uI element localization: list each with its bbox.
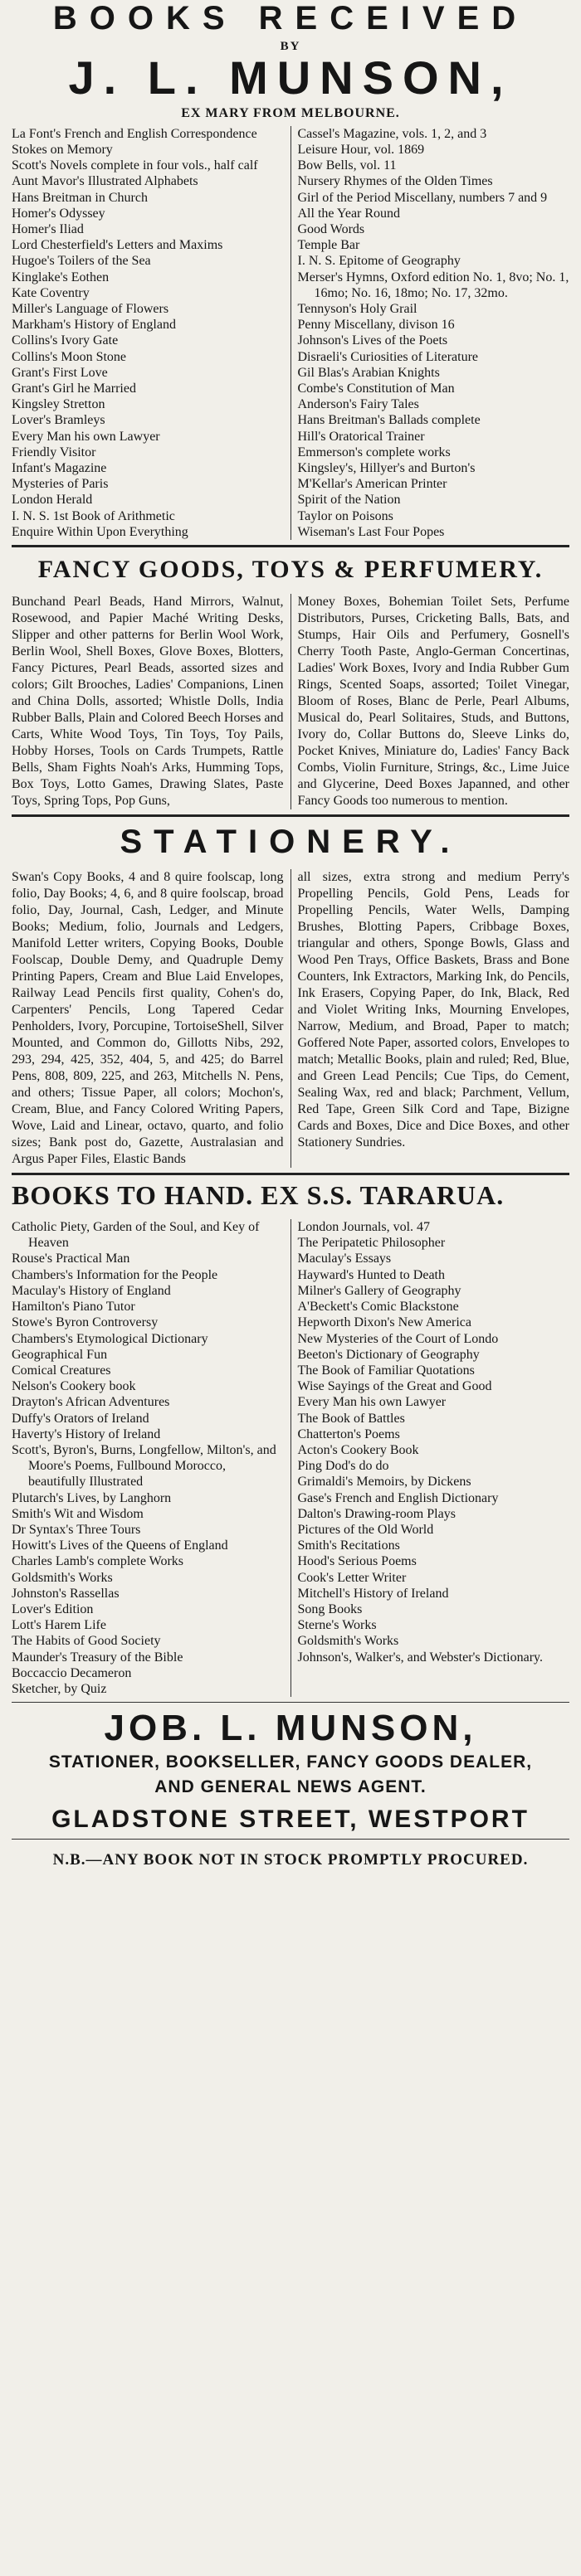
fancy-goods-title: FANCY GOODS, TOYS & PERFUMERY. [37, 556, 544, 584]
list-item: Hans Breitman's Ballads complete [297, 413, 481, 428]
list-item: Grant's First Love [12, 365, 108, 380]
footer-address: GLADSTONE STREET, WESTPORT [51, 1806, 530, 1834]
fancy-goods-right-text: Money Boxes, Bohemian Toilet Sets, Perfume Distributors, Purses, Cricketing Balls, Bats, and Stumps, Hair Oils and Perfumery, Gosnell's Cherry Tooth Paste, Anglo-German Concertinas, Ladies' Work Boxes, Ivory and India Rubber Gum Rings, Scented Soaps, assorted; Toilet Vinegar, Bloom of Roses, Blanc de Perle, Pearl Albums, Musical do, Pearl Solitaires, Studs, and Buttons, Ivory do, Collar Buttons do, Sleeve Links do, Pocket Knives, Miniature do, Ladies' Fancy Back Combs, Violin Furniture, Strings, &c., Lime Juice and Glycerine, Deed Boxes Japanned, and other Fancy Goods too numerous to mention. [297, 595, 569, 809]
section-divider [12, 814, 569, 817]
list-item: Bow Bells, vol. 11 [297, 158, 397, 173]
list-item: Disraeli's Curiosities of Literature [297, 349, 478, 364]
list-item: Hamilton's Piano Tutor [12, 1300, 135, 1315]
footer-note: N.B.—ANY BOOK NOT IN STOCK PROMPTLY PROCURED. [52, 1851, 529, 1869]
section-divider [12, 1173, 569, 1175]
list-item: Every Man his own Lawyer [12, 429, 160, 444]
list-item: Scott's Novels complete in four vols., half calf [12, 158, 258, 173]
list-item: Good Words [297, 222, 365, 237]
list-item: Miller's Language of Flowers [12, 302, 169, 317]
list-item: Mysteries of Paris [12, 477, 109, 492]
list-item: Taylor on Poisons [297, 508, 393, 523]
list-item: Ping Dod's do do [297, 1459, 389, 1474]
list-item: Johnson's Lives of the Poets [297, 333, 448, 348]
list-item: Smith's Recitations [297, 1538, 400, 1553]
list-item: Sketcher, by Quiz [12, 1681, 107, 1696]
list-item: Hayward's Hunted to Death [297, 1267, 445, 1282]
list-item: Enquire Within Upon Everything [12, 524, 188, 539]
list-item: I. N. S. 1st Book of Arithmetic [12, 508, 175, 523]
list-item: Maunder's Treasury of the Bible [12, 1650, 183, 1665]
books-received-right-list [291, 126, 570, 540]
list-item: Kate Coventry [12, 285, 90, 300]
list-item: Goldsmith's Works [297, 1634, 399, 1649]
list-item: Lott's Harem Life [12, 1618, 106, 1633]
list-item: Johnson's, Walker's, and Webster's Dictionary. [297, 1650, 544, 1665]
list-item: Tennyson's Holy Grail [297, 302, 417, 317]
list-item: Rouse's Practical Man [12, 1252, 130, 1266]
footer-trade-line: STATIONER, BOOKSELLER, FANCY GOODS DEALER, [48, 1752, 533, 1772]
list-item: The Book of Battles [297, 1411, 405, 1426]
list-item: Mitchell's History of Ireland [297, 1586, 449, 1601]
stationery-columns [12, 869, 569, 1168]
list-item: Nelson's Cookery book [12, 1379, 136, 1394]
list-item: Spirit of the Nation [297, 493, 401, 508]
list-item: The Book of Familiar Quotations [297, 1363, 475, 1378]
list-item: Hugoe's Toilers of the Sea [12, 254, 151, 269]
list-item: Haverty's History of Ireland [12, 1427, 161, 1441]
stationery-title: STATIONERY. [120, 824, 461, 861]
list-item: Lover's Edition [12, 1601, 94, 1616]
by-label: BY [280, 40, 301, 53]
list-item: Song Books [297, 1601, 363, 1616]
footer-agent-line: AND GENERAL NEWS AGENT. [154, 1777, 427, 1797]
list-item: Catholic Piety, Garden of the Soul, and Key of Heaven [12, 1220, 260, 1251]
list-item: Stokes on Memory [12, 143, 113, 157]
list-item: Collins's Moon Stone [12, 349, 127, 364]
list-item: Homer's Odyssey [12, 206, 105, 221]
section-divider [12, 1702, 569, 1703]
list-item: Beeton's Dictionary of Geography [297, 1347, 480, 1362]
list-item: M'Kellar's American Printer [297, 477, 447, 492]
list-item: Charles Lamb's complete Works [12, 1554, 184, 1569]
list-item: Infant's Magazine [12, 461, 107, 476]
list-item: London Herald [12, 493, 93, 508]
list-item: Drayton's African Adventures [12, 1395, 170, 1410]
list-item: The Habits of Good Society [12, 1634, 161, 1649]
list-item: Maculay's History of England [12, 1283, 171, 1298]
list-item: Nursery Rhymes of the Olden Times [297, 174, 493, 189]
list-item: Chambers's Information for the People [12, 1267, 218, 1282]
list-item: Maculay's Essays [297, 1252, 392, 1266]
list-item: Leisure Hour, vol. 1869 [297, 143, 425, 157]
list-item: Combe's Constitution of Man [297, 382, 455, 396]
list-item: Kingsley's, Hillyer's and Burton's [297, 461, 476, 476]
list-item: Dr Syntax's Three Tours [12, 1522, 141, 1537]
list-item: Johnston's Rassellas [12, 1586, 120, 1601]
list-item: Kinglake's Eothen [12, 270, 110, 284]
list-item: Aunt Mavor's Illustrated Alphabets [12, 174, 198, 189]
footer-name: JOB. L. MUNSON, [104, 1708, 477, 1749]
list-item: Emmerson's complete works [297, 445, 451, 459]
list-item: Smith's Wit and Wisdom [12, 1506, 144, 1521]
list-item: Penny Miscellany, divison 16 [297, 318, 455, 333]
list-item: Merser's Hymns, Oxford edition No. 1, 8vo; No. 1, 16mo; No. 16, 18mo; No. 17, 32mo. [297, 270, 569, 300]
list-item: The Peripatetic Philosopher [297, 1236, 446, 1251]
list-item: Anderson's Fairy Tales [297, 397, 419, 412]
list-item: Dalton's Drawing-room Plays [297, 1506, 456, 1521]
list-item: London Journals, vol. 47 [297, 1220, 431, 1235]
section-divider [12, 545, 569, 547]
list-item: Sterne's Works [297, 1618, 377, 1633]
stationery-left-text: Swan's Copy Books, 4 and 8 quire foolscap, long folio, Day Books; 4, 6, and 8 quire foolscap, broad folio, Day, Journal, Cash, Ledger, and Minute Books; Medium, folio, Journals and Ledgers, Manifold Letter writers, Copying Books, Double Foolscap, Double Demy, and Quadruple Demy Printing Papers, Cream and Blue Laid Envelopes, Railway Lead Pencils first quality, Cohen's do, Carpenters' Pencils, Long Tapered Cedar Penholders, Ivory, Porcupine, TortoiseShell, Silver Mounted, and Common do, Gillotts Nibs, 292, 293, 294, 425, 352, 404, 5, and 425; do Barrel Pens, 808, 809, 225, and 263, Mitchells N. Pens, and others; Tissue Paper, all colors; Mochon's, Cream, Blue, and Fancy Colored Writing Papers, Wove, Laid and Linear, octavo, quarto, and folio sizes; Bank post do, Gazette, Australasian and Argus Paper Files, Elastic Bands [12, 869, 291, 1168]
list-item: New Mysteries of the Court of Londo [297, 1331, 499, 1346]
list-item: Every Man his own Lawyer [297, 1395, 447, 1410]
list-item: Wiseman's Last Four Popes [297, 524, 445, 539]
shipment-subtitle: EX MARY FROM MELBOURNE. [181, 105, 400, 120]
list-item: Plutarch's Lives, by Langhorn [12, 1490, 172, 1505]
list-item: Gase's French and English Dictionary [297, 1490, 499, 1505]
list-item: Hans Breitman in Church [12, 190, 148, 205]
books-received-columns [12, 126, 569, 540]
list-item: La Font's French and English Correspondence [12, 126, 257, 141]
list-item: Lord Chesterfield's Letters and Maxims [12, 238, 223, 253]
list-item: Hood's Serious Poems [297, 1554, 417, 1569]
list-item: Wise Sayings of the Great and Good [297, 1379, 492, 1394]
list-item: All the Year Round [297, 206, 401, 221]
list-item: Homer's Iliad [12, 222, 84, 237]
list-item: Friendly Visitor [12, 445, 96, 459]
list-item: Markham's History of England [12, 318, 176, 333]
books-to-hand-columns [12, 1219, 569, 1697]
list-item: Stowe's Byron Controversy [12, 1315, 159, 1330]
list-item: Chatterton's Poems [297, 1427, 400, 1441]
fancy-goods-columns [12, 594, 569, 809]
list-item: Geographical Fun [12, 1347, 108, 1362]
section-divider [12, 1839, 569, 1840]
list-item: Hill's Oratorical Trainer [297, 429, 425, 444]
list-item: Boccaccio Decameron [12, 1665, 132, 1680]
list-item: Grimaldi's Memoirs, by Dickens [297, 1475, 471, 1490]
fancy-goods-left-text: Bunchand Pearl Beads, Hand Mirrors, Walnut, Rosewood, and Papier Maché Writing Desks, Slipper and other patterns for Berlin Wool Work, Berlin Wool, Shell Boxes, Glove Boxes, Blotters, Fancy Pictures, Pearl Beads, assorted sizes and colors; Gilt Brooches, Ladies' Companions, Linen and China Dolls, assorted; Whistle Dolls, India Rubber Balls, Plain and Colored Beech Horses and Carts, White Wood Toys, Tin Toys, Toy Pails, Hobby Horses, Tools on Cards Trumpets, Rattle Bells, Sham Fights Noah's Arks, Humming Tops, Box Toys, Lotto Games, Drawing Slates, Paste Toys, Spring Tops, Pop Guns, [12, 594, 291, 809]
list-item: Lover's Bramleys [12, 413, 105, 428]
books-received-title: BOOKS RECEIVED [52, 0, 529, 36]
list-item: Scott's, Byron's, Burns, Longfellow, Milton's, and Moore's Poems, Fullbound Morocco, beautifully Illustrated [12, 1442, 276, 1490]
list-item: Chambers's Etymological Dictionary [12, 1331, 208, 1346]
books-to-hand-right-list [291, 1219, 570, 1697]
stationery-right-text: all sizes, extra strong and medium Perry's Propelling Pencils, Gold Pens, Leads for Propelling Pencils, Water Wells, Damping Brushes, Blotting Papers, Cribbage Boxes, triangular and others, Sponge Bowls, Glass and Wood Pen Trays, Office Baskets, Brass and Bone Counters, Ink Extractors, Marking Ink, do Pencils, Ink Erasers, Copying Paper, do Ink, Black, Red and Violet Writing Inks, Mourning Envelopes, Narrow, Medium, and Broad, Paper to match; Goffered Note Paper, assorted colors, Envelopes to match; Metallic Books, plain and ruled; Red, Blue, and Green Lead Pencils; Cue Tips, do Cement, Sealing Wax, red and black; Parchment, Vellum, Red Tape, Green Silk Cord and Tape, Bizigne Cards and Boxes, Dice and Dice Boxes, and other Stationery Sundries. [297, 870, 569, 1150]
list-item: A'Beckett's Comic Blackstone [297, 1300, 459, 1315]
list-item: Comical Creatures [12, 1363, 111, 1378]
list-item: Collins's Ivory Gate [12, 333, 119, 348]
list-item: Acton's Cookery Book [297, 1442, 419, 1457]
books-to-hand-title: BOOKS TO HAND. EX S.S. TARARUA. [12, 1180, 505, 1211]
list-item: Girl of the Period Miscellany, numbers 7 and 9 [297, 190, 548, 205]
books-received-left-list [12, 126, 291, 540]
list-item: Pictures of the Old World [297, 1522, 434, 1537]
list-item: Milner's Gallery of Geography [297, 1283, 461, 1298]
list-item: Duffy's Orators of Ireland [12, 1411, 149, 1426]
books-to-hand-left-list [12, 1219, 291, 1697]
list-item: Cassel's Magazine, vols. 1, 2, and 3 [297, 126, 487, 141]
list-item: Kingsley Stretton [12, 397, 105, 412]
list-item: Goldsmith's Works [12, 1570, 113, 1585]
list-item: I. N. S. Epitome of Geography [297, 254, 461, 269]
list-item: Howitt's Lives of the Queens of England [12, 1538, 228, 1553]
list-item: Temple Bar [297, 238, 360, 253]
list-item: Gil Blas's Arabian Knights [297, 365, 440, 380]
list-item: Grant's Girl he Married [12, 382, 136, 396]
advertiser-name: J. L. MUNSON, [68, 51, 513, 104]
list-item: Cook's Letter Writer [297, 1570, 407, 1585]
list-item: Hepworth Dixon's New America [297, 1315, 471, 1330]
